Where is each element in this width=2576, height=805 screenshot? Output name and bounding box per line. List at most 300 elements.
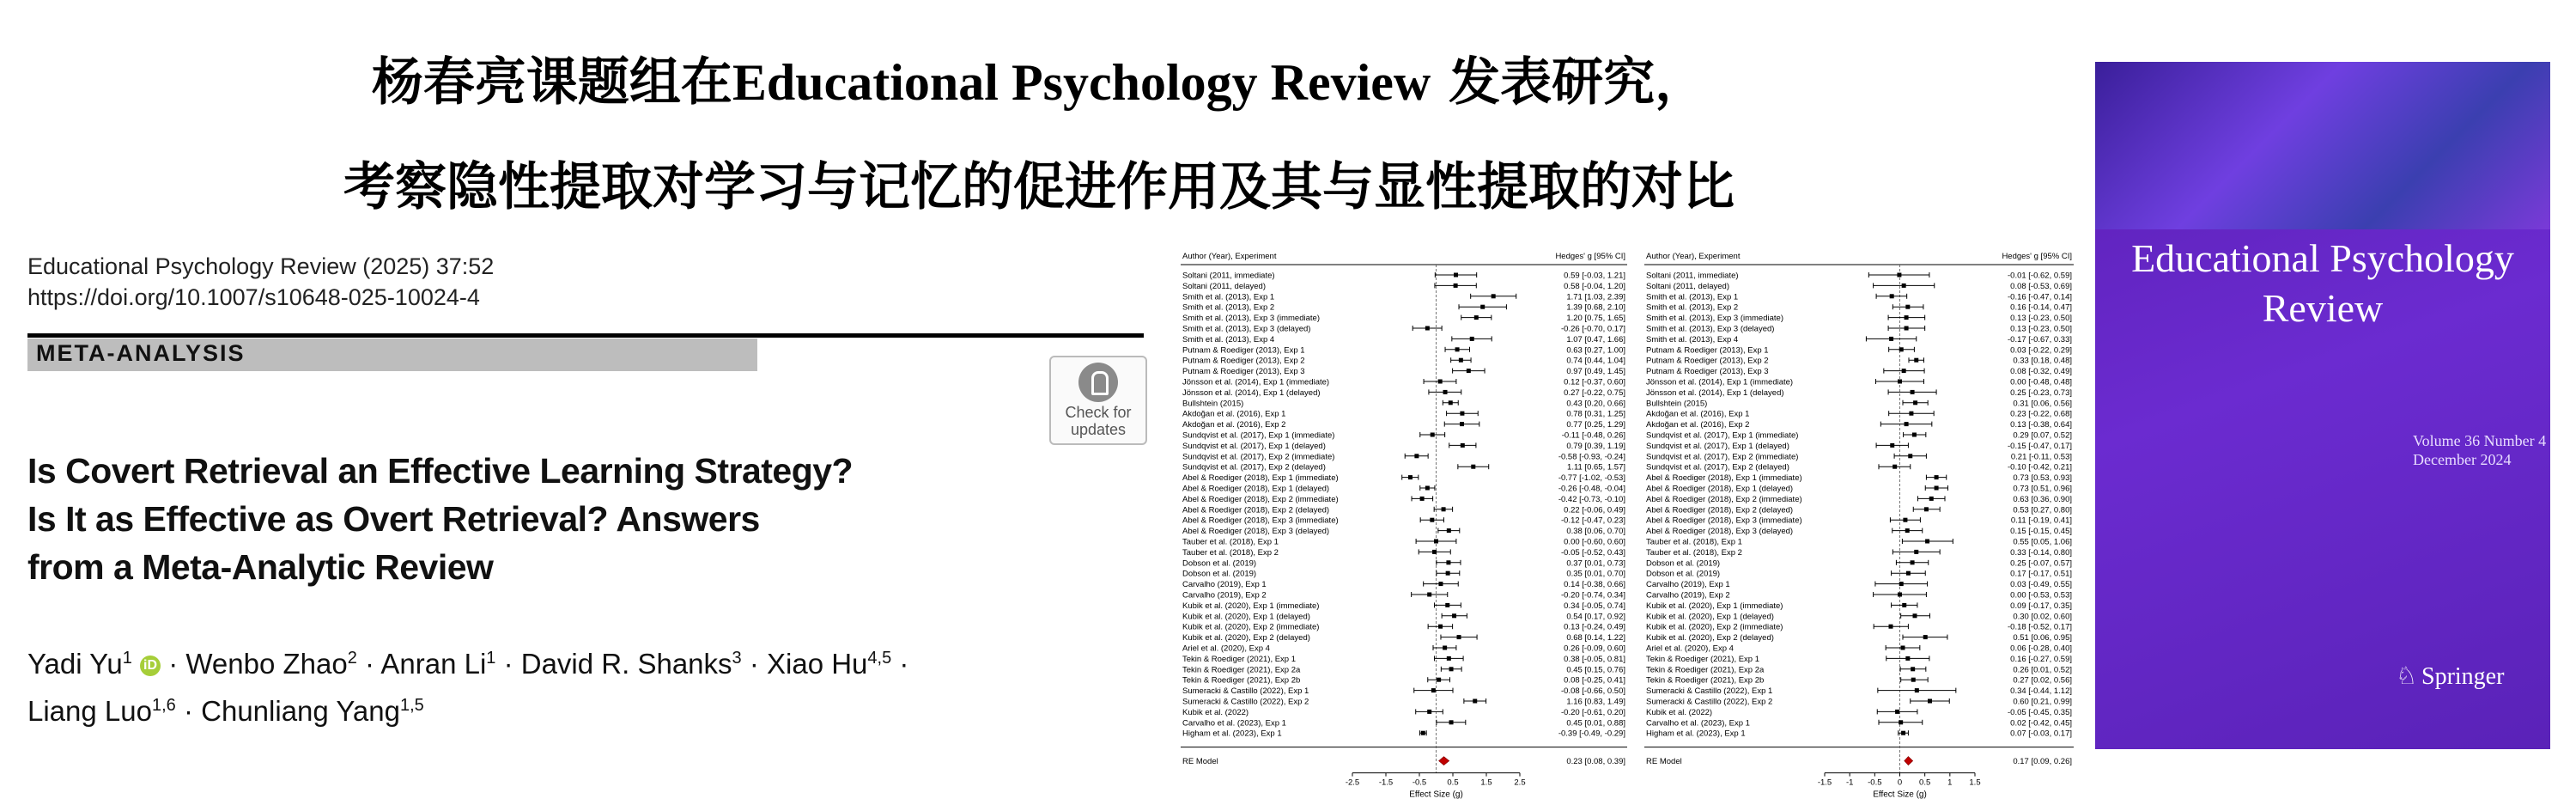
forest-study-label: Kubik et al. (2020), Exp 1 (immediate) bbox=[1182, 601, 1320, 611]
forest-point bbox=[1446, 571, 1450, 576]
forest-effect-label: 0.55 [0.05, 1.06] bbox=[2013, 537, 2072, 547]
forest-point bbox=[1935, 475, 1939, 479]
forest-point bbox=[1414, 454, 1419, 458]
forest-study-label: Carvalho et al. (2023), Exp 1 bbox=[1646, 718, 1750, 729]
forest-point bbox=[1925, 540, 1929, 544]
paper-title bbox=[27, 447, 853, 591]
forest-effect-label: 0.08 [-0.32, 0.49] bbox=[2010, 367, 2072, 377]
forest-point bbox=[1431, 433, 1435, 437]
forest-point bbox=[1905, 305, 1910, 309]
forest-study-label: Sundqvist et al. (2017), Exp 1 (immediate) bbox=[1646, 430, 1799, 441]
forest-tick-label: 1.5 bbox=[1969, 778, 1981, 788]
author-affiliation: 2 bbox=[347, 649, 357, 668]
forest-tick-label: -1.5 bbox=[1817, 778, 1832, 788]
doi-link[interactable]: https://doi.org/10.1007/s10648-025-10024-4 bbox=[27, 284, 480, 310]
paper-title-line: Is It as Effective as Overt Retrieval? Answers bbox=[27, 499, 760, 539]
author-line-2: Liang Luo$^{1,6}$ · Chunliang Yang$^{1,5}$ bbox=[27, 695, 424, 727]
cover-volume bbox=[2413, 431, 2546, 469]
forest-header-right: Hedges' g [95% CI] bbox=[1555, 252, 1625, 261]
forest-summary-diamond bbox=[1439, 757, 1449, 765]
forest-study-label: Abel & Roediger (2018), Exp 3 (immediate) bbox=[1182, 515, 1339, 526]
forest-effect-label: 0.68 [0.14, 1.22] bbox=[1566, 633, 1625, 643]
forest-study-label: Putnam & Roediger (2013), Exp 2 bbox=[1182, 356, 1305, 366]
author-affiliation: 1 bbox=[486, 649, 496, 668]
forest-point bbox=[1460, 412, 1464, 416]
forest-study-label: Smith et al. (2013), Exp 2 bbox=[1182, 302, 1275, 313]
forest-study-label: Carvalho et al. (2023), Exp 1 bbox=[1182, 718, 1286, 729]
forest-study-label: Putnam & Roediger (2013), Exp 1 bbox=[1182, 345, 1305, 356]
forest-effect-label: -0.20 [-0.61, 0.20] bbox=[1561, 707, 1625, 717]
forest-study-label: Tekin & Roediger (2021), Exp 2b bbox=[1182, 675, 1301, 686]
forest-effect-label: 0.03 [-0.49, 0.55] bbox=[2010, 580, 2072, 590]
author-name: Xiao Hu bbox=[767, 648, 868, 680]
forest-effect-label: -0.42 [-0.73, -0.10] bbox=[1558, 494, 1625, 504]
forest-point bbox=[1905, 528, 1910, 533]
forest-study-label: Tekin & Roediger (2021), Exp 1 bbox=[1646, 654, 1760, 664]
forest-effect-label: 0.15 [-0.15, 0.45] bbox=[2010, 527, 2072, 537]
author-affiliation: 1,5 bbox=[399, 696, 424, 715]
forest-study-label: Jönsson et al. (2014), Exp 1 (delayed) bbox=[1182, 387, 1321, 398]
forest-effect-label: 0.00 [-0.53, 0.53] bbox=[2010, 590, 2072, 601]
forest-tick-label: -1.5 bbox=[1378, 778, 1394, 788]
forest-summary-effect: 0.23 [0.08, 0.39] bbox=[1566, 757, 1625, 767]
forest-point bbox=[1473, 699, 1477, 704]
forest-study-label: Smith et al. (2013), Exp 3 (delayed) bbox=[1182, 324, 1311, 334]
forest-study-label: Ariel et al. (2020), Exp 4 bbox=[1646, 643, 1734, 654]
headline-line-1-post: 发表研究， bbox=[1431, 52, 1707, 113]
forest-study-label: Sundqvist et al. (2017), Exp 1 (delayed) bbox=[1646, 441, 1789, 451]
forest-study-label: Smith et al. (2013), Exp 1 bbox=[1182, 292, 1275, 302]
forest-effect-label: 0.37 [0.01, 0.73] bbox=[1566, 558, 1625, 569]
forest-effect-label: 0.27 [0.02, 0.56] bbox=[2013, 675, 2072, 686]
forest-study-label: Tauber et al. (2018), Exp 1 bbox=[1646, 537, 1742, 547]
forest-point bbox=[1467, 369, 1471, 373]
forest-effect-label: 1.39 [0.68, 2.10] bbox=[1566, 302, 1625, 313]
forest-tick-label: 0.5 bbox=[1919, 778, 1931, 788]
forest-effect-label: 0.79 [0.39, 1.19] bbox=[1566, 441, 1625, 451]
forest-study-label: Bullshtein (2015) bbox=[1182, 399, 1244, 409]
forest-point bbox=[1911, 390, 1915, 394]
forest-effect-label: 0.97 [0.49, 1.45] bbox=[1566, 367, 1625, 377]
forest-point bbox=[1893, 465, 1897, 469]
forest-point bbox=[1905, 315, 1909, 320]
author-name: Chunliang Yang bbox=[201, 695, 400, 727]
forest-study-label: Kubik et al. (2020), Exp 2 (immediate) bbox=[1182, 622, 1320, 632]
forest-summary-label: RE Model bbox=[1182, 757, 1218, 767]
forest-header-left: Author (Year), Experiment bbox=[1646, 252, 1741, 261]
forest-point bbox=[1457, 635, 1461, 639]
forest-point bbox=[1452, 613, 1456, 618]
springer-horse-icon: ♘ bbox=[2396, 662, 2418, 689]
forest-study-label: Abel & Roediger (2018), Exp 2 (immediate) bbox=[1182, 494, 1339, 504]
forest-effect-label: -0.18 [-0.52, 0.17] bbox=[2008, 622, 2072, 632]
forest-point bbox=[1913, 400, 1917, 405]
forest-effect-label: 0.38 [-0.05, 0.81] bbox=[1564, 654, 1625, 664]
forest-point bbox=[1438, 380, 1443, 384]
author-name: Liang Luo bbox=[27, 695, 152, 727]
forest-point bbox=[1446, 560, 1450, 564]
forest-effect-label: 0.27 [-0.22, 0.75] bbox=[1564, 387, 1625, 398]
forest-study-label: Higham et al. (2023), Exp 1 bbox=[1646, 729, 1746, 739]
forest-effect-label: 1.16 [0.83, 1.49] bbox=[1566, 697, 1625, 707]
forest-point bbox=[1898, 593, 1902, 597]
forest-tick-label: 0.5 bbox=[1447, 778, 1459, 788]
forest-point bbox=[1434, 540, 1438, 544]
forest-study-label: Sundqvist et al. (2017), Exp 1 (immediate) bbox=[1182, 430, 1335, 441]
headline-line-1-pre: 杨春亮课题组在 bbox=[371, 52, 732, 113]
forest-point bbox=[1438, 625, 1443, 629]
forest-point bbox=[1447, 656, 1451, 661]
forest-plot-covert-vs-restudy bbox=[1181, 251, 1627, 801]
forest-tick-label: -0.5 bbox=[1412, 778, 1427, 788]
forest-tick-label: -2.5 bbox=[1345, 778, 1360, 788]
forest-effect-label: 0.26 [0.01, 0.52] bbox=[2013, 665, 2072, 675]
forest-effect-label: 0.26 [-0.09, 0.60] bbox=[1564, 643, 1625, 654]
forest-study-label: Abel & Roediger (2018), Exp 3 (immediate) bbox=[1646, 515, 1802, 526]
forest-effect-label: 0.13 [-0.23, 0.50] bbox=[2010, 324, 2072, 334]
forest-study-label: Putnam & Roediger (2013), Exp 2 bbox=[1646, 356, 1769, 366]
forest-point bbox=[1443, 390, 1448, 394]
forest-point bbox=[1901, 646, 1905, 650]
forest-effect-label: 0.13 [-0.38, 0.64] bbox=[2010, 420, 2072, 430]
forest-study-label: Sumeracki & Castillo (2022), Exp 2 bbox=[1182, 697, 1309, 707]
forest-point bbox=[1430, 518, 1434, 522]
forest-effect-label: 1.07 [0.47, 1.66] bbox=[1566, 334, 1625, 345]
forest-study-label: Akdoğan et al. (2016), Exp 1 bbox=[1646, 409, 1750, 419]
forest-study-label: Sumeracki & Castillo (2022), Exp 2 bbox=[1646, 697, 1773, 707]
forest-effect-label: -0.16 [-0.47, 0.14] bbox=[2008, 292, 2072, 302]
author-affiliation: 1,6 bbox=[151, 696, 176, 715]
forest-point bbox=[1890, 443, 1894, 448]
forest-point bbox=[1449, 720, 1454, 724]
forest-point bbox=[1912, 433, 1917, 437]
author-name: Yadi Yu bbox=[27, 648, 123, 680]
cover-volume-line: December 2024 bbox=[2413, 451, 2512, 468]
forest-tick-label: 2.5 bbox=[1514, 778, 1526, 788]
forest-effect-label: -0.08 [-0.66, 0.50] bbox=[1561, 686, 1625, 697]
forest-point bbox=[1902, 603, 1906, 607]
forest-effect-label: -0.77 [-1.02, -0.53] bbox=[1558, 473, 1625, 484]
forest-study-label: Tekin & Roediger (2021), Exp 1 bbox=[1182, 654, 1297, 664]
forest-point bbox=[1447, 528, 1451, 533]
forest-study-label: Higham et al. (2023), Exp 1 bbox=[1182, 729, 1282, 739]
forest-study-label: Abel & Roediger (2018), Exp 2 (delayed) bbox=[1182, 505, 1330, 515]
forest-point bbox=[1902, 284, 1906, 288]
forest-effect-label: -0.10 [-0.42, 0.21] bbox=[2008, 462, 2072, 473]
forest-effect-label: 1.11 [0.65, 1.57] bbox=[1567, 462, 1625, 473]
forest-summary-effect: 0.17 [0.09, 0.26] bbox=[2013, 757, 2072, 767]
forest-point bbox=[1935, 486, 1939, 491]
forest-study-label: Kubik et al. (2020), Exp 1 (delayed) bbox=[1182, 612, 1310, 622]
forest-effect-label: 0.14 [-0.38, 0.66] bbox=[1564, 580, 1625, 590]
forest-tick-label: 1 bbox=[1947, 778, 1953, 788]
forest-effect-label: 0.33 [-0.14, 0.80] bbox=[2010, 547, 2072, 558]
forest-study-label: Smith et al. (2013), Exp 3 (immediate) bbox=[1646, 314, 1783, 324]
author-affiliation: 1 bbox=[122, 649, 132, 668]
forest-effect-label: -0.58 [-0.93, -0.24] bbox=[1558, 452, 1625, 462]
forest-point bbox=[1905, 326, 1909, 331]
author-name: David R. Shanks bbox=[520, 648, 732, 680]
forest-point bbox=[1895, 710, 1899, 714]
forest-point bbox=[1911, 678, 1916, 682]
forest-study-label: Soltani (2011, immediate) bbox=[1182, 271, 1275, 281]
check-for-updates-badge[interactable] bbox=[1049, 356, 1147, 445]
forest-study-label: Sundqvist et al. (2017), Exp 1 (delayed) bbox=[1182, 441, 1326, 451]
forest-effect-label: 0.12 [-0.37, 0.60] bbox=[1564, 377, 1625, 387]
forest-study-label: Kubik et al. (2020), Exp 1 (immediate) bbox=[1646, 601, 1783, 611]
forest-study-label: Dobson et al. (2019) bbox=[1182, 558, 1257, 569]
journal-cover bbox=[2095, 62, 2550, 749]
forest-point bbox=[1425, 326, 1430, 331]
author-affiliation: 3 bbox=[732, 649, 742, 668]
forest-effect-label: -0.20 [-0.74, 0.34] bbox=[1561, 590, 1625, 601]
publisher-logo: Springer bbox=[2421, 663, 2505, 690]
forest-study-label: Soltani (2011, delayed) bbox=[1646, 281, 1729, 291]
forest-effect-label: 0.43 [0.20, 0.66] bbox=[1566, 399, 1625, 409]
headline-line-2: 考察隐性提取对学习与记忆的促进作用及其与显性提取的对比 bbox=[343, 157, 1735, 217]
forest-effect-label: 0.35 [0.01, 0.70] bbox=[1566, 569, 1625, 579]
forest-point bbox=[1902, 369, 1906, 373]
forest-point bbox=[1903, 518, 1907, 522]
forest-effect-label: 1.20 [0.75, 1.65] bbox=[1566, 314, 1625, 324]
section-rule bbox=[27, 333, 1144, 338]
forest-effect-label: 0.06 [-0.28, 0.40] bbox=[2010, 643, 2072, 654]
forest-tick-label: 0 bbox=[1897, 778, 1903, 788]
forest-effect-label: -0.12 [-0.47, 0.23] bbox=[1561, 515, 1625, 526]
forest-tick-label: 1.5 bbox=[1480, 778, 1492, 788]
forest-effect-label: 0.13 [-0.24, 0.49] bbox=[1564, 622, 1625, 632]
forest-point bbox=[1449, 667, 1454, 671]
forest-header-left: Author (Year), Experiment bbox=[1182, 252, 1277, 261]
forest-study-label: Dobson et al. (2019) bbox=[1646, 558, 1721, 569]
forest-study-label: Putnam & Roediger (2013), Exp 1 bbox=[1646, 345, 1769, 356]
forest-point bbox=[1427, 710, 1431, 714]
forest-study-label: Smith et al. (2013), Exp 4 bbox=[1646, 334, 1739, 345]
forest-study-label: Dobson et al. (2019) bbox=[1182, 569, 1257, 579]
forest-summary-label: RE Model bbox=[1646, 757, 1682, 767]
forest-point bbox=[1898, 380, 1902, 384]
forest-effect-label: 0.53 [0.27, 0.80] bbox=[2013, 505, 2072, 515]
forest-study-label: Sundqvist et al. (2017), Exp 2 (immediate) bbox=[1646, 452, 1799, 462]
forest-effect-label: 0.23 [-0.22, 0.68] bbox=[2010, 409, 2072, 419]
paper-title-line: from a Meta-Analytic Review bbox=[27, 547, 494, 587]
forest-point bbox=[1443, 646, 1447, 650]
forest-study-label: Carvalho (2019), Exp 1 bbox=[1182, 580, 1267, 590]
forest-study-label: Abel & Roediger (2018), Exp 3 (delayed) bbox=[1646, 527, 1794, 537]
forest-point bbox=[1455, 347, 1460, 351]
forest-effect-label: 0.60 [0.21, 0.99] bbox=[2013, 697, 2072, 707]
forest-point bbox=[1460, 422, 1464, 426]
forest-study-label: Kubik et al. (2020), Exp 2 (delayed) bbox=[1646, 633, 1774, 643]
author-line-1: Yadi Yu$^1$ iD · Wenbo Zhao$^2$ · Anran $Li^1$ · David R. Shanks$^3$ · Xiao Hu$^{4,5}$ · bbox=[27, 648, 909, 680]
forest-effect-label: 0.21 [-0.11, 0.53] bbox=[2010, 452, 2072, 462]
forest-point bbox=[1905, 656, 1910, 661]
forest-point bbox=[1459, 358, 1463, 363]
forest-point bbox=[1897, 273, 1901, 277]
forest-point bbox=[1408, 475, 1413, 479]
forest-effect-label: 0.17 [-0.17, 0.51] bbox=[2010, 569, 2072, 579]
forest-x-axis-label: Effect Size (g) bbox=[1409, 790, 1463, 800]
forest-study-label: Soltani (2011, immediate) bbox=[1646, 271, 1739, 281]
forest-point bbox=[1470, 337, 1474, 341]
forest-effect-label: 0.02 [-0.42, 0.45] bbox=[2010, 718, 2072, 729]
forest-effect-label: 0.73 [0.53, 0.93] bbox=[2013, 473, 2072, 484]
forest-effect-label: 0.51 [0.06, 0.95] bbox=[2013, 633, 2072, 643]
forest-point bbox=[1929, 497, 1934, 501]
forest-effect-label: 0.00 [-0.60, 0.60] bbox=[1564, 537, 1625, 547]
forest-effect-label: 0.00 [-0.48, 0.48] bbox=[2010, 377, 2072, 387]
forest-study-label: Kubik et al. (2022) bbox=[1182, 707, 1249, 717]
forest-study-label: Sundqvist et al. (2017), Exp 2 (delayed) bbox=[1182, 462, 1326, 473]
forest-effect-label: -0.11 [-0.48, 0.26] bbox=[1561, 430, 1625, 441]
forest-study-label: Ariel et al. (2020), Exp 4 bbox=[1182, 643, 1270, 654]
forest-point bbox=[1911, 560, 1915, 564]
author-name: Anran Li bbox=[380, 648, 487, 680]
forest-point bbox=[1474, 315, 1479, 320]
forest-study-label: Akdoğan et al. (2016), Exp 2 bbox=[1182, 420, 1286, 430]
forest-point bbox=[1442, 507, 1446, 511]
cover-volume-line: Volume 36 Number 4 bbox=[2413, 432, 2547, 449]
forest-point bbox=[1914, 550, 1918, 554]
forest-point bbox=[1915, 688, 1919, 692]
forest-study-label: Abel & Roediger (2018), Exp 1 (immediate) bbox=[1182, 473, 1339, 484]
forest-effect-label: -0.15 [-0.47, 0.17] bbox=[2008, 441, 2072, 451]
forest-point bbox=[1425, 486, 1430, 491]
forest-point bbox=[1905, 422, 1909, 426]
badge-label: Check for updates bbox=[1065, 404, 1132, 438]
forest-point bbox=[1923, 635, 1928, 639]
forest-effect-label: 0.74 [0.44, 1.04] bbox=[1566, 356, 1625, 366]
forest-effect-label: 0.25 [-0.23, 0.73] bbox=[2010, 387, 2072, 398]
forest-point bbox=[1890, 294, 1894, 298]
forest-study-label: Abel & Roediger (2018), Exp 1 (immediate) bbox=[1646, 473, 1802, 484]
cover-title-line: Review bbox=[2262, 286, 2384, 330]
forest-study-label: Smith et al. (2013), Exp 3 (delayed) bbox=[1646, 324, 1775, 334]
forest-point bbox=[1908, 454, 1912, 458]
author-affiliation: 4,5 bbox=[867, 649, 892, 668]
forest-study-label: Kubik et al. (2020), Exp 2 (delayed) bbox=[1182, 633, 1310, 643]
bookmark-icon bbox=[1078, 363, 1118, 402]
forest-point bbox=[1909, 412, 1913, 416]
forest-study-label: Sumeracki & Castillo (2022), Exp 1 bbox=[1182, 686, 1309, 697]
forest-point bbox=[1437, 678, 1441, 682]
forest-header-right: Hedges' g [95% CI] bbox=[2002, 252, 2072, 261]
forest-effect-label: -0.01 [-0.62, 0.59] bbox=[2008, 271, 2072, 281]
forest-effect-label: 0.78 [0.31, 1.25] bbox=[1566, 409, 1625, 419]
forest-study-label: Bullshtein (2015) bbox=[1646, 399, 1708, 409]
forest-tick-label: -0.5 bbox=[1868, 778, 1882, 788]
forest-effect-label: 0.31 [0.06, 0.56] bbox=[2013, 399, 2072, 409]
forest-point bbox=[1421, 731, 1425, 735]
forest-study-label: Tauber et al. (2018), Exp 1 bbox=[1182, 537, 1279, 547]
forest-study-label: Dobson et al. (2019) bbox=[1646, 569, 1721, 579]
cover-title-line: Educational Psychology bbox=[2131, 236, 2514, 280]
forest-point bbox=[1438, 582, 1443, 586]
forest-point bbox=[1420, 497, 1425, 501]
forest-effect-label: 0.34 [-0.44, 1.12] bbox=[2010, 686, 2072, 697]
forest-study-label: Sumeracki & Castillo (2022), Exp 1 bbox=[1646, 686, 1773, 697]
forest-point bbox=[1899, 347, 1904, 351]
forest-study-label: Putnam & Roediger (2013), Exp 3 bbox=[1182, 367, 1305, 377]
paper-header bbox=[27, 251, 1144, 727]
forest-effect-label: -0.17 [-0.67, 0.33] bbox=[2008, 334, 2072, 345]
forest-point bbox=[1432, 550, 1437, 554]
forest-effect-label: 0.59 [-0.03, 1.21] bbox=[1564, 271, 1625, 281]
forest-effect-label: 0.09 [-0.17, 0.35] bbox=[2010, 601, 2072, 611]
forest-point bbox=[1492, 294, 1496, 298]
forest-study-label: Abel & Roediger (2018), Exp 2 (immediate) bbox=[1646, 494, 1802, 504]
author-name: Wenbo Zhao bbox=[185, 648, 348, 680]
forest-study-label: Jönsson et al. (2014), Exp 1 (immediate) bbox=[1182, 377, 1330, 387]
forest-effect-label: -0.26 [-0.70, 0.17] bbox=[1561, 324, 1625, 334]
forest-point bbox=[1889, 337, 1893, 341]
forest-point bbox=[1899, 582, 1904, 586]
forest-effect-label: 0.38 [0.06, 0.70] bbox=[1566, 527, 1625, 537]
forest-point bbox=[1901, 731, 1905, 735]
forest-study-label: Kubik et al. (2020), Exp 2 (immediate) bbox=[1646, 622, 1783, 632]
forest-effect-label: 0.25 [-0.07, 0.57] bbox=[2010, 558, 2072, 569]
forest-study-label: Smith et al. (2013), Exp 3 (immediate) bbox=[1182, 314, 1320, 324]
forest-point bbox=[1461, 443, 1465, 448]
forest-effect-label: 0.08 [-0.53, 0.69] bbox=[2010, 281, 2072, 291]
forest-point bbox=[1480, 305, 1485, 309]
forest-effect-label: 0.11 [-0.19, 0.41] bbox=[2010, 515, 2072, 526]
forest-point bbox=[1445, 603, 1449, 607]
forest-study-label: Smith et al. (2013), Exp 2 bbox=[1646, 302, 1739, 313]
forest-study-label: Kubik et al. (2020), Exp 1 (delayed) bbox=[1646, 612, 1774, 622]
forest-study-label: Abel & Roediger (2018), Exp 1 (delayed) bbox=[1182, 484, 1330, 494]
forest-effect-label: 0.33 [0.18, 0.48] bbox=[2013, 356, 2072, 366]
forest-point bbox=[1431, 688, 1436, 692]
forest-effect-label: -0.05 [-0.52, 0.43] bbox=[1561, 547, 1625, 558]
forest-point bbox=[1911, 667, 1915, 671]
forest-effect-label: 0.16 [-0.27, 0.59] bbox=[2010, 654, 2072, 664]
forest-effect-label: 0.63 [0.27, 1.00] bbox=[1566, 345, 1625, 356]
forest-effect-label: 0.58 [-0.04, 1.20] bbox=[1564, 281, 1625, 291]
forest-summary-diamond bbox=[1905, 757, 1913, 765]
forest-study-label: Putnam & Roediger (2013), Exp 3 bbox=[1646, 367, 1769, 377]
forest-study-label: Jönsson et al. (2014), Exp 1 (immediate) bbox=[1646, 377, 1794, 387]
forest-effect-label: 0.07 [-0.03, 0.17] bbox=[2010, 729, 2072, 739]
forest-study-label: Abel & Roediger (2018), Exp 1 (delayed) bbox=[1646, 484, 1794, 494]
forest-effect-label: 0.73 [0.51, 0.96] bbox=[2013, 484, 2072, 494]
forest-study-label: Tekin & Roediger (2021), Exp 2b bbox=[1646, 675, 1765, 686]
forest-effect-label: 0.34 [-0.05, 0.74] bbox=[1564, 601, 1625, 611]
forest-effect-label: 0.45 [0.01, 0.88] bbox=[1566, 718, 1625, 729]
forest-study-label: Tauber et al. (2018), Exp 2 bbox=[1182, 547, 1279, 558]
forest-study-label: Jönsson et al. (2014), Exp 1 (delayed) bbox=[1646, 387, 1784, 398]
forest-effect-label: -0.39 [-0.49, -0.29] bbox=[1558, 729, 1625, 739]
orcid-icon[interactable]: iD bbox=[140, 656, 161, 676]
forest-study-label: Kubik et al. (2022) bbox=[1646, 707, 1713, 717]
forest-study-label: Carvalho (2019), Exp 2 bbox=[1182, 590, 1267, 601]
forest-point bbox=[1924, 507, 1929, 511]
forest-study-label: Carvalho (2019), Exp 2 bbox=[1646, 590, 1730, 601]
forest-study-label: Tekin & Roediger (2021), Exp 2a bbox=[1646, 665, 1765, 675]
forest-effect-label: 0.54 [0.17, 0.92] bbox=[1566, 612, 1625, 622]
forest-effect-label: -0.05 [-0.45, 0.35] bbox=[2008, 707, 2072, 717]
forest-effect-label: 0.13 [-0.23, 0.50] bbox=[2010, 314, 2072, 324]
forest-tick-label: -1 bbox=[1845, 778, 1854, 788]
headline-line-1-journal: Educational Psychology Review bbox=[732, 54, 1431, 111]
forest-point bbox=[1913, 613, 1917, 618]
forest-effect-label: 0.08 [-0.25, 0.41] bbox=[1564, 675, 1625, 686]
forest-point bbox=[1454, 273, 1458, 277]
forest-point bbox=[1471, 465, 1475, 469]
forest-effect-label: 1.71 [1.03, 2.39] bbox=[1566, 292, 1625, 302]
forest-study-label: Smith et al. (2013), Exp 1 bbox=[1646, 292, 1739, 302]
forest-study-label: Soltani (2011, delayed) bbox=[1182, 281, 1266, 291]
